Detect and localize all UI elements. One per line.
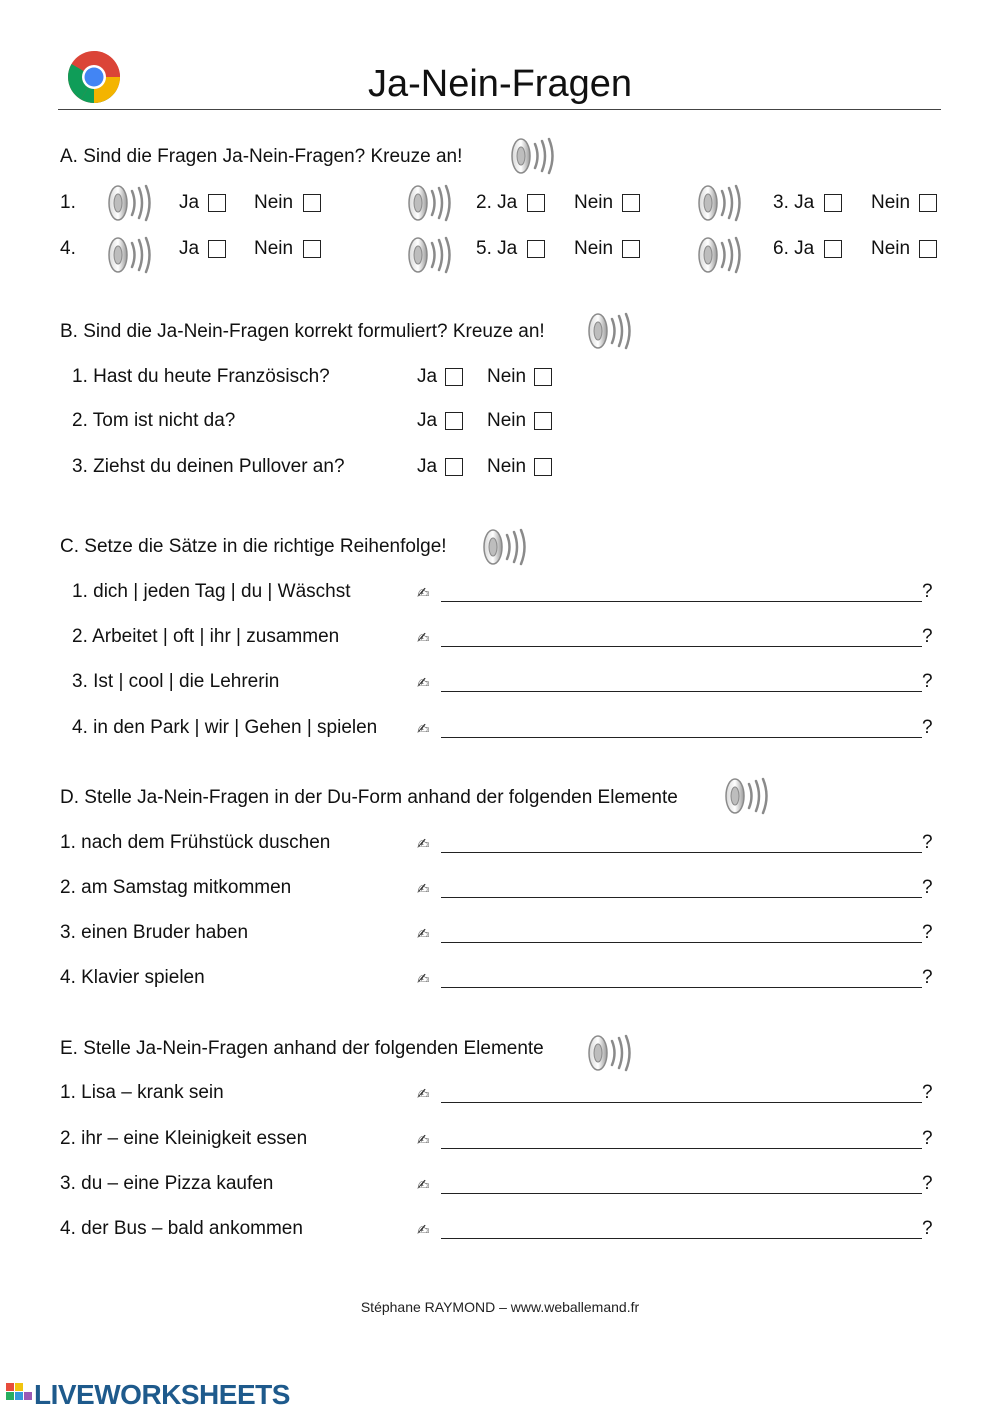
pencil-icon: ✍ — [417, 675, 430, 692]
question-text: 3. Ziehst du deinen Pullover an? — [72, 456, 345, 477]
pencil-icon: ✍ — [417, 630, 430, 647]
question-mark: ? — [922, 581, 933, 602]
speaker-icon[interactable] — [695, 183, 745, 223]
prompt-text: 2. ihr – eine Kleinigkeit essen — [60, 1128, 308, 1149]
pencil-icon: ✍ — [417, 585, 430, 602]
nein-label: Nein — [574, 238, 614, 259]
nein-label: Nein — [487, 410, 527, 431]
pencil-icon: ✍ — [417, 1222, 430, 1239]
answer-field[interactable] — [441, 1193, 922, 1194]
item-number: 1. — [60, 192, 76, 213]
prompt-text: 4. Klavier spielen — [60, 967, 205, 988]
nein-checkbox[interactable] — [303, 194, 321, 212]
speaker-icon[interactable] — [405, 235, 455, 275]
ja-checkbox[interactable] — [527, 194, 545, 212]
pencil-icon: ✍ — [417, 881, 430, 898]
answer-field[interactable] — [441, 691, 922, 692]
nein-checkbox[interactable] — [622, 194, 640, 212]
nein-checkbox[interactable] — [919, 240, 937, 258]
section-c-heading: C. Setze die Sätze in die richtige Reihenfolge! — [60, 536, 447, 557]
ja-checkbox[interactable] — [527, 240, 545, 258]
title-divider — [58, 109, 941, 110]
item-number: 5. Ja — [476, 238, 518, 259]
page-title: Ja-Nein-Fragen — [368, 63, 632, 105]
nein-label: Nein — [574, 192, 614, 213]
answer-field[interactable] — [441, 646, 922, 647]
ja-checkbox[interactable] — [208, 194, 226, 212]
prompt-text: 3. Ist | cool | die Lehrerin — [72, 671, 280, 692]
speaker-icon[interactable] — [585, 311, 635, 351]
question-text: 1. Hast du heute Französisch? — [72, 366, 330, 387]
nein-label: Nein — [254, 238, 294, 259]
ja-label: Ja — [417, 366, 438, 387]
question-mark: ? — [922, 1082, 933, 1103]
prompt-text: 2. Arbeitet | oft | ihr | zusammen — [72, 626, 340, 647]
question-mark: ? — [922, 1173, 933, 1194]
question-mark: ? — [922, 877, 933, 898]
ja-checkbox[interactable] — [824, 194, 842, 212]
prompt-text: 1. nach dem Frühstück duschen — [60, 832, 331, 853]
ja-checkbox[interactable] — [445, 412, 463, 430]
nein-label: Nein — [487, 366, 527, 387]
item-number: 3. Ja — [773, 192, 815, 213]
ja-label: Ja — [417, 410, 438, 431]
answer-field[interactable] — [441, 1148, 922, 1149]
prompt-text: 2. am Samstag mitkommen — [60, 877, 292, 898]
pencil-icon: ✍ — [417, 926, 430, 943]
nein-label: Nein — [871, 238, 911, 259]
pencil-icon: ✍ — [417, 971, 430, 988]
ja-checkbox[interactable] — [445, 368, 463, 386]
liveworksheets-blocks-icon — [6, 1383, 32, 1405]
prompt-text: 1. Lisa – krank sein — [60, 1082, 224, 1103]
speaker-icon[interactable] — [105, 235, 155, 275]
question-mark: ? — [922, 922, 933, 943]
speaker-icon[interactable] — [508, 136, 558, 176]
ja-label: Ja — [417, 456, 438, 477]
nein-checkbox[interactable] — [534, 412, 552, 430]
answer-field[interactable] — [441, 852, 922, 853]
speaker-icon[interactable] — [105, 183, 155, 223]
question-mark: ? — [922, 717, 933, 738]
nein-checkbox[interactable] — [622, 240, 640, 258]
ja-checkbox[interactable] — [445, 458, 463, 476]
item-number: 2. Ja — [476, 192, 518, 213]
nein-checkbox[interactable] — [919, 194, 937, 212]
answer-field[interactable] — [441, 1238, 922, 1239]
question-text: 2. Tom ist nicht da? — [72, 410, 236, 431]
pencil-icon: ✍ — [417, 1086, 430, 1103]
pencil-icon: ✍ — [417, 721, 430, 738]
nein-label: Nein — [871, 192, 911, 213]
question-mark: ? — [922, 832, 933, 853]
question-mark: ? — [922, 671, 933, 692]
answer-field[interactable] — [441, 1102, 922, 1103]
prompt-text: 1. dich | jeden Tag | du | Wäschst — [72, 581, 351, 602]
answer-field[interactable] — [441, 987, 922, 988]
ja-checkbox[interactable] — [824, 240, 842, 258]
speaker-icon[interactable] — [480, 527, 530, 567]
section-a-heading: A. Sind die Fragen Ja-Nein-Fragen? Kreuze an! — [60, 146, 463, 167]
speaker-icon[interactable] — [585, 1033, 635, 1073]
prompt-text: 4. der Bus – bald ankommen — [60, 1218, 303, 1239]
prompt-text: 4. in den Park | wir | Gehen | spielen — [72, 717, 378, 738]
ja-label: Ja — [179, 238, 200, 259]
question-mark: ? — [922, 1128, 933, 1149]
item-number: 6. Ja — [773, 238, 815, 259]
nein-checkbox[interactable] — [534, 368, 552, 386]
answer-field[interactable] — [441, 601, 922, 602]
nein-checkbox[interactable] — [534, 458, 552, 476]
answer-field[interactable] — [441, 942, 922, 943]
speaker-icon[interactable] — [405, 183, 455, 223]
footer-credit: Stéphane RAYMOND – www.weballemand.fr — [360, 1299, 640, 1315]
question-mark: ? — [922, 1218, 933, 1239]
ja-label: Ja — [179, 192, 200, 213]
prompt-text: 3. einen Bruder haben — [60, 922, 249, 943]
speaker-icon[interactable] — [722, 776, 772, 816]
question-mark: ? — [922, 626, 933, 647]
speaker-icon[interactable] — [695, 235, 745, 275]
section-e-heading: E. Stelle Ja-Nein-Fragen anhand der folgenden Elemente — [60, 1038, 544, 1059]
answer-field[interactable] — [441, 897, 922, 898]
nein-label: Nein — [487, 456, 527, 477]
prompt-text: 3. du – eine Pizza kaufen — [60, 1173, 274, 1194]
answer-field[interactable] — [441, 737, 922, 738]
ja-checkbox[interactable] — [208, 240, 226, 258]
section-b-heading: B. Sind die Ja-Nein-Fragen korrekt formuliert? Kreuze an! — [60, 321, 545, 342]
item-number: 4. — [60, 238, 76, 259]
nein-label: Nein — [254, 192, 294, 213]
pencil-icon: ✍ — [417, 1177, 430, 1194]
nein-checkbox[interactable] — [303, 240, 321, 258]
pencil-icon: ✍ — [417, 836, 430, 853]
question-mark: ? — [922, 967, 933, 988]
liveworksheets-wordmark: LIVEWORKSHEETS — [34, 1379, 290, 1410]
section-d-heading: D. Stelle Ja-Nein-Fragen in der Du-Form anhand der folgenden Elemente — [60, 787, 678, 808]
pencil-icon: ✍ — [417, 1132, 430, 1149]
